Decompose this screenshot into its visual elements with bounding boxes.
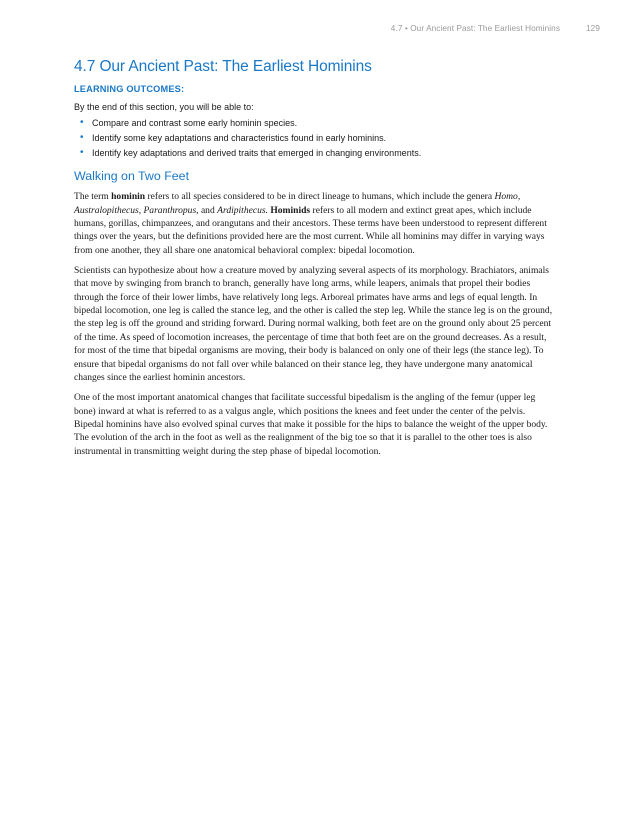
subsection-heading: Walking on Two Feet [74, 169, 190, 184]
learning-outcome-item: • Identify key adaptations and derived traits that emerged in changing environments. [74, 146, 556, 161]
genus-ardipithecus: Ardipithecus. [217, 204, 268, 216]
para1-text: refers to all species considered to be in direct lineage to humans, which include the genera [145, 191, 495, 203]
term-hominids: Hominids [270, 204, 311, 216]
para1-text: refers to all modern and extinct great apes, which include humans, gorillas, chimpanzees, and orangutans and their ancestors. These terms have been understood to represent different things over the years, but the definitions provided here are the most current. While all hominins may differ in varying ways from one another, they all share one anatomical behavioral complex: bipedal locomotion. [74, 204, 547, 256]
page-number: 129 [586, 24, 600, 33]
term-hominin: hominin [111, 191, 146, 203]
page-content [74, 58, 556, 458]
learning-outcomes-title: LEARNING OUTCOMES: [74, 84, 185, 94]
section-heading: 4.7 Our Ancient Past: The Earliest Hominins [74, 58, 372, 75]
learning-outcomes-list [74, 116, 556, 160]
running-head-section: 4.7 • Our Ancient Past: The Earliest Hominins [390, 24, 561, 33]
paragraph-hominin-definition [74, 190, 556, 257]
learning-outcome-item: • Identify some key adaptations and characteristics found in early hominins. [74, 131, 556, 146]
running-head [391, 24, 600, 33]
para1-text: The term [74, 191, 112, 203]
learning-outcome-item: • Compare and contrast some early hominin species. [74, 116, 556, 131]
learning-outcomes-intro: By the end of this section, you will be able to: [74, 102, 254, 112]
genera-list: Homo, Australopithecus, Paranthropus, [74, 191, 521, 216]
para1-text: and [198, 204, 218, 216]
paragraph-anatomical-changes: One of the most important anatomical changes that facilitate successful bipedalism is the angling of the femur (upper leg bone) inward at what is referred to as a valgus angle, which positions the knees and feet under the center of the pelvis. Bipedal hominins have also evolved spinal curves that make it possible for the hips to balance the weight of the upper body. The evolution of the arch in the foot as well as the realignment of the big toe so that it is parallel to the other toes is also instrumental in transmitting weight during the step phase of bipedal locomotion. [74, 392, 548, 457]
paragraph-locomotion: Scientists can hypothesize about how a creature moved by analyzing several aspects of its morphology. Brachiators, animals that move by swinging from branch to branch, generally have long arms, while leapers, animals that propel their bodies through the force of their lower limbs, have relatively long legs. Arboreal primates have arms and legs of equal length. In bipedal locomotion, one leg is called the stance leg, and the other is called the step leg. While the stance leg is on the ground, the step leg is off the ground and striding forward. During normal walking, both feet are on the ground only about 25 percent of the time. As speed of locomotion increases, the percentage of time that both feet are on the ground decreases. As a result, for most of the time that bipedal organisms are moving, their body is balanced on only one of their legs (the stance leg). To ensure that bipedal organisms do not fall over while balanced on their stance leg, they have undergone many anatomical changes since the earliest hominin ancestors. [74, 265, 553, 383]
